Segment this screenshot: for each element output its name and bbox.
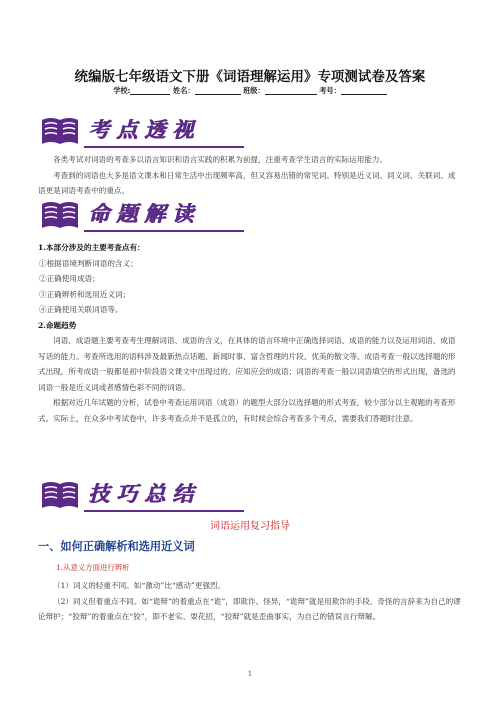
mingti-point-1: ①根据语境判断词语的含义； [39, 258, 138, 268]
number-blank[interactable] [341, 87, 387, 95]
mingti-heading-1: 1.本部分涉及的主要考查点有： [38, 243, 145, 252]
banner-title: 技巧总结 [88, 481, 200, 506]
open-book-icon [40, 478, 80, 510]
name-blank[interactable] [195, 87, 241, 95]
mingti-para-1: 词语、成语题主要考查考生理解词语、成语的含义，在具体的语言环境中正确选择词语、成语的能力以及运用词语、成语写话的能力。考查所选用的语料涉及最新热点话题、新闻时事、富含哲理的片段、优美的散文等。成语考查一般以选择题的形式出现，所考成语一般都是初中阶段语文课文中出现过的、应知应会的成语；词语的考查一般以词语填空的形式出现，备选的词语一般是近义词或者感情色彩不同的词语。 [38, 336, 456, 392]
banner-rule [84, 230, 244, 232]
page-number: 1 [247, 670, 253, 678]
banner-kaodian [40, 112, 280, 150]
guide-title: 词语运用复习指导 [210, 521, 290, 532]
banner-title: 考点透视 [88, 117, 200, 142]
open-book-icon [40, 114, 80, 146]
document-title: 统编版七年级语文下册《词语理解运用》专项测试卷及答案 [74, 70, 426, 85]
banner-mingti [40, 196, 280, 234]
student-info-line [0, 86, 500, 96]
mingti-para-2: 根据对近几年试题的分析，试卷中考查运用词语（成语）的题型大部分以选择题的形式考查，较少部分以主观题的考查形式。实际上，在众多中考试卷中，许多考查点并不是孤立的，有时候会综合考查多个考点，需要我们答题时注意。 [38, 398, 456, 423]
mingti-heading-2: 2.命题趋势 [38, 320, 77, 330]
jiqiao-text [38, 578, 462, 625]
open-book-icon [40, 198, 80, 230]
jiqiao-item-2: （2）同义但着重点不同。如“诡辩”的着重点在“诡”，即欺诈、怪异，“诡辩”就是用欺诈的手段、奇怪的言辞来为自己的谬论辩护；“狡辩”的着重点在“狡”，即不老实、耍花招，“狡辩”就是歪曲事实，为自己的错误言行辩解。 [38, 596, 461, 621]
mingti-point-2: ②正确使用成语； [39, 274, 100, 283]
banner-rule [84, 510, 244, 512]
school-label: 学校: [113, 86, 131, 95]
name-label: 姓名： [173, 86, 195, 95]
section-heading-1: 一、如何正确解析和选用近义词 [38, 540, 195, 553]
kaodian-para-1: 各类考试对词语的考查多以语言知识和语言实践的积累为前提，注重考查学生语言的实际运用能力。 [53, 155, 388, 164]
mingti-point-3: ③正确辨析和选用近义词； [39, 289, 131, 299]
subsection-heading-1: 1.从意义方面进行辨析 [56, 563, 130, 572]
class-blank[interactable] [265, 87, 317, 95]
mingti-point-4: ④正确使用关联词语等。 [39, 305, 123, 314]
class-label: 班级： [243, 86, 265, 95]
jiqiao-item-1: （1）词义的轻重不同。如“激动”比“感动”更强烈。 [53, 581, 226, 590]
school-blank[interactable] [130, 87, 170, 95]
banner-rule [84, 146, 244, 148]
mingti-text [38, 240, 462, 426]
number-label: 考号： [319, 86, 341, 95]
kaodian-text [38, 152, 462, 199]
banner-jiqiao [40, 476, 280, 514]
kaodian-para-2: 考查到的词语也大多是语文课本和日常生活中出现频率高，但又容易出错的常见词。特别是近义词、同义词、关联词、成语更是词语考查中的重点。 [38, 170, 456, 195]
banner-title: 命题解读 [88, 201, 200, 226]
